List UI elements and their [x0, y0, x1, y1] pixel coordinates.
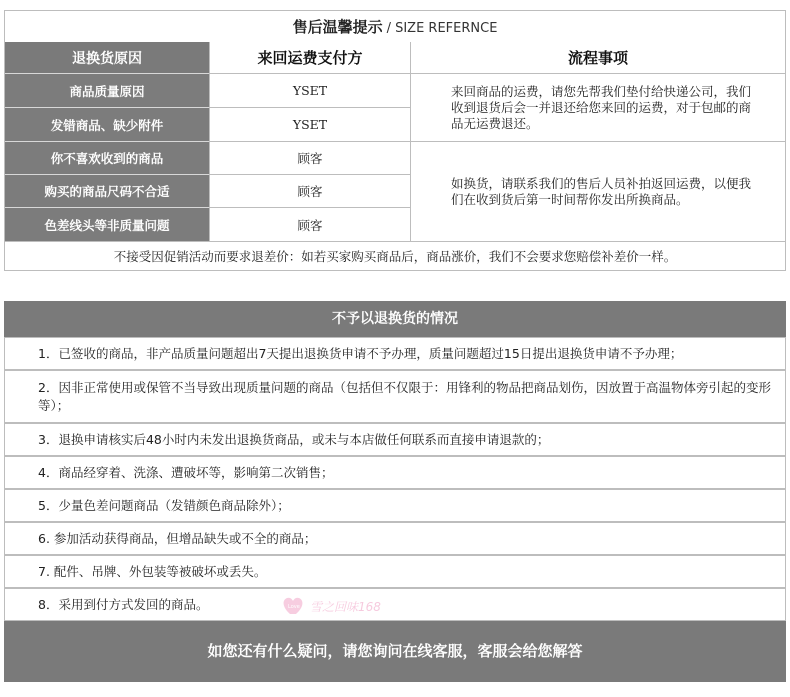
list-item: 8．采用到付方式发回的商品。 [4, 588, 786, 621]
contact-service-banner: 如您还有什么疑问，请您询问在线客服，客服会给您解答 [4, 621, 786, 682]
list-item: 2．因非正常使用或保管不当导致出现质量问题的商品（包括但不仅限于：用锋利的物品把商品划伤，因放置于高温物体旁引起的变形等）； [4, 370, 786, 423]
header-process: 流程事项 [410, 42, 785, 73]
payer-color: 顾客 [209, 207, 410, 241]
payer-quality: YSET [209, 73, 410, 107]
list-item: 3．退换申请核实后48小时内未发出退换货商品，或未与本店做任何联系而直接申请退款的； [4, 423, 786, 456]
table-title-cn: 售后温馨提示 [292, 18, 383, 36]
no-return-title: 不予以退换货的情况 [4, 301, 786, 337]
no-return-table [4, 301, 786, 682]
reason-dislike: 你不喜欢收到的商品 [5, 141, 209, 174]
payer-dislike: 顾客 [209, 141, 410, 174]
process-customer-paid: 如换货，请联系我们的售后人员补拍返回运费，以便我们在收到货后第一时间帮你发出所换商品。 [410, 141, 785, 241]
list-item: 5．少量色差问题商品（发错颜色商品除外）； [4, 489, 786, 522]
price-difference-note: 不接受因促销活动而要求退差价：如若买家购买商品后，商品涨价，我们不会要求您赔偿补差价一样。 [5, 241, 785, 271]
process-seller-paid: 来回商品的运费，请您先帮我们垫付给快递公司，我们收到退货后会一并退还给您来回的运费，对于包邮的商品无运费退还。 [410, 73, 785, 141]
shop-watermark [280, 592, 440, 620]
list-item: 7. 配件、吊牌、外包装等被破坏或丢失。 [4, 555, 786, 588]
header-payer: 来回运费支付方 [209, 42, 410, 73]
reason-quality: 商品质量原因 [5, 73, 209, 107]
list-item: 1．已签收的商品，非产品质量问题超出7天提出退换货申请不予办理，质量问题超过15日提出退换货申请不予办理； [4, 337, 786, 370]
watermark-text: 雪之回味168 [310, 600, 381, 614]
payer-wrong-item: YSET [209, 107, 410, 141]
after-sales-table [4, 10, 786, 271]
reason-size: 购买的商品尺码不合适 [5, 174, 209, 207]
table-title-en: / SIZE REFERNCE [386, 21, 498, 36]
payer-size: 顾客 [209, 174, 410, 207]
table-title [5, 11, 785, 43]
header-reason: 退换货原因 [5, 42, 209, 73]
reason-wrong-item: 发错商品、缺少附件 [5, 107, 209, 141]
svg-text:Love: Love [288, 604, 300, 610]
list-item: 4．商品经穿着、洗涤、遭破坏等，影响第二次销售； [4, 456, 786, 489]
list-item: 6. 参加活动获得商品，但增品缺失或不全的商品； [4, 522, 786, 555]
reason-color: 色差线头等非质量问题 [5, 207, 209, 241]
